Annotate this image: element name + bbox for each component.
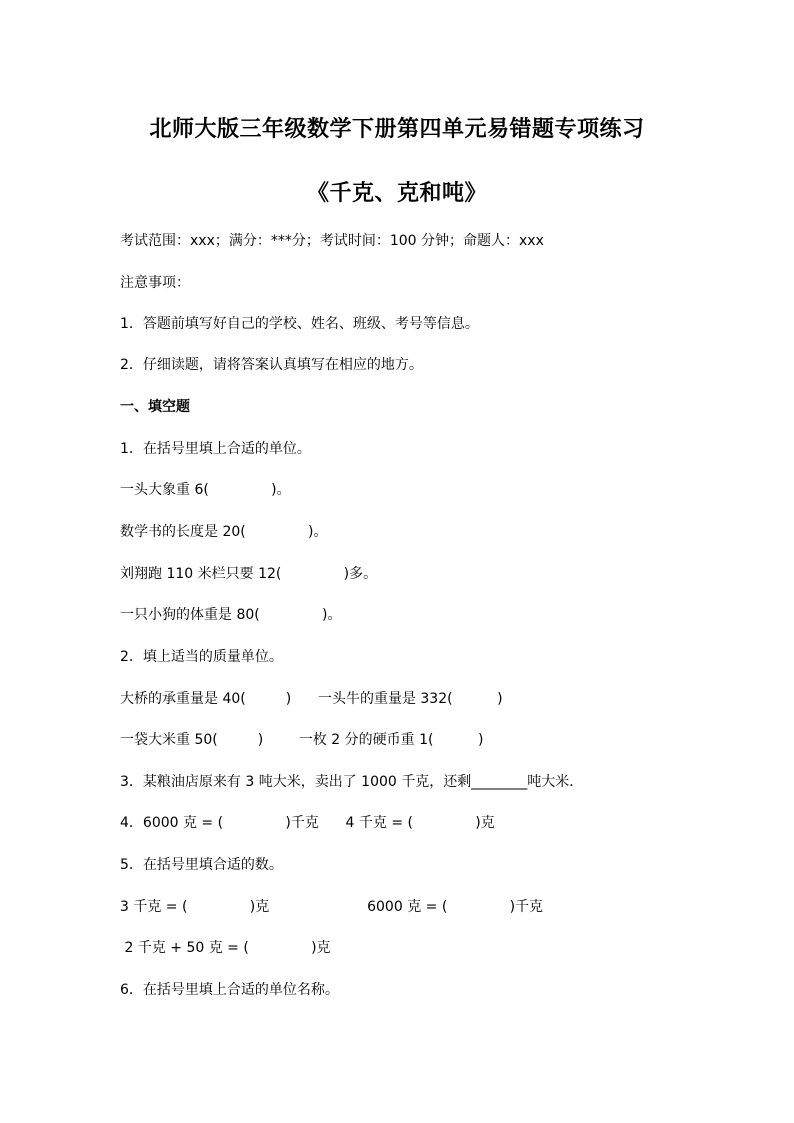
note-item: 1．答题前填写好自己的学校、姓名、班级、考号等信息。 — [120, 316, 479, 332]
question-1-item: 数学书的长度是 20( )。 — [120, 524, 328, 540]
question-6: 6．在括号里填上合适的单位名称。 — [120, 982, 339, 998]
notes-heading: 注意事项： — [120, 275, 190, 291]
question-5: 5．在括号里填合适的数。 — [120, 857, 283, 873]
question-2-item: 一袋大米重 50( ) 一枚 2 分的硬币重 1( ) — [120, 732, 484, 748]
question-2-item: 大桥的承重量是 40( ) 一头牛的重量是 332( ) — [120, 691, 503, 707]
question-4: 4．6000 克 = ( )千克 4 千克 = ( )克 — [120, 815, 495, 831]
question-1-item: 一只小狗的体重是 80( )。 — [120, 607, 342, 623]
section-title: 一、填空题 — [120, 399, 190, 415]
question-1: 1．在括号里填上合适的单位。 — [120, 441, 311, 457]
question-5-item: 3 千克 = ( )克 6000 克 = ( )千克 — [120, 899, 544, 915]
document-title: 北师大版三年级数学下册第四单元易错题专项练习 — [149, 116, 645, 142]
question-5-item: 2 千克 + 50 克 = ( )克 — [120, 940, 331, 956]
question-3: 3．某粮油店原来有 3 吨大米，卖出了 1000 千克，还剩________吨大米． — [120, 774, 584, 790]
question-1-item: 刘翔跑 110 米栏只要 12( )多。 — [120, 566, 378, 582]
question-1-item: 一头大象重 6( )。 — [120, 482, 291, 498]
note-item: 2．仔细读题，请将答案认真填写在相应的地方。 — [120, 357, 423, 373]
question-2: 2．填上适当的质量单位。 — [120, 649, 283, 665]
exam-info: 考试范围：xxx；满分：***分；考试时间：100 分钟；命题人：xxx — [120, 233, 544, 249]
document-subtitle: 《千克、克和吨》 — [306, 180, 487, 206]
